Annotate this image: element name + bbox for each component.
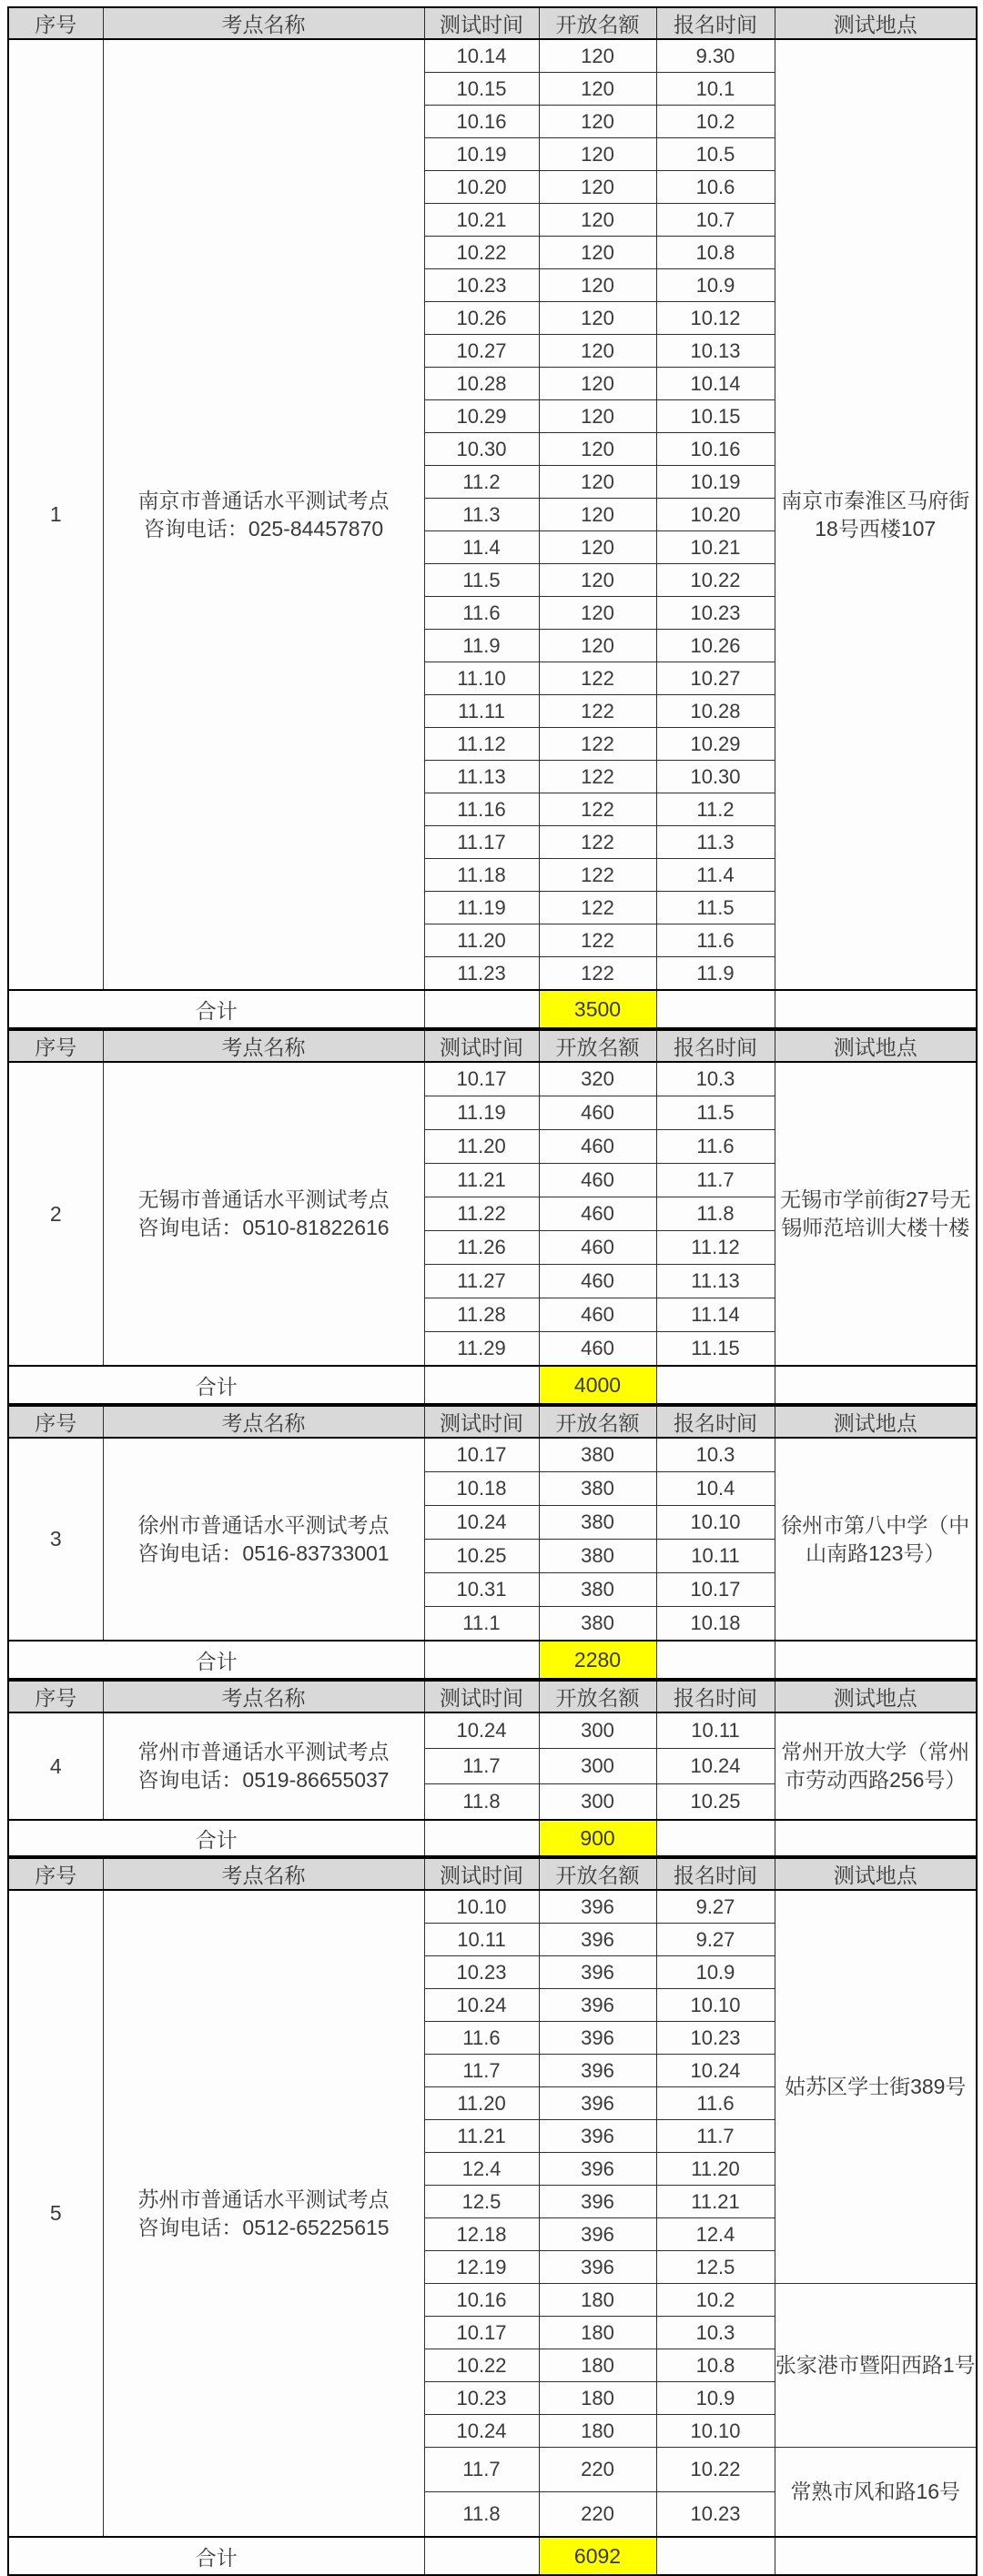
- test-date-cell: 12.4: [424, 2153, 539, 2186]
- test-date-cell: 10.17: [424, 2317, 539, 2349]
- total-row: [8, 1366, 977, 1404]
- registration-date-cell: 10.3: [656, 2317, 775, 2349]
- center-name-line: 徐州市普通话水平测试考点: [137, 1512, 390, 1537]
- registration-date-cell: 10.28: [656, 695, 775, 728]
- quota-cell: 300: [539, 1784, 656, 1821]
- registration-date-cell: 11.12: [656, 1231, 775, 1265]
- registration-date-cell: 10.11: [656, 1540, 775, 1573]
- registration-date-cell: 10.25: [656, 1784, 775, 1821]
- quota-cell: 380: [539, 1506, 656, 1540]
- quota-cell: 396: [539, 1890, 656, 1924]
- registration-date-cell: 10.13: [656, 335, 775, 368]
- column-header-3: 开放名额: [539, 1406, 656, 1438]
- column-header-5: 测试地点: [775, 1858, 977, 1890]
- total-empty-time-cell: [424, 1820, 539, 1856]
- test-date-cell: 11.21: [424, 2120, 539, 2153]
- test-date-cell: 11.20: [424, 1130, 539, 1164]
- test-location-cell: 无锡市学前街27号无锡师范培训大楼十楼: [775, 1062, 977, 1366]
- quota-cell: 122: [539, 924, 656, 957]
- quota-cell: 396: [539, 1924, 656, 1956]
- schedule-row: [8, 1712, 977, 1749]
- test-date-cell: 10.10: [424, 1890, 539, 1924]
- registration-date-cell: 10.2: [656, 106, 775, 138]
- test-location-cell: 徐州市第八中学（中山南路123号）: [775, 1438, 977, 1641]
- registration-date-cell: 10.23: [656, 2022, 775, 2055]
- total-empty-reg-cell: [656, 1641, 775, 1679]
- column-header-1: 考点名称: [103, 1406, 424, 1438]
- test-date-cell: 10.23: [424, 1956, 539, 1989]
- registration-date-cell: 10.23: [656, 2492, 775, 2538]
- total-empty-reg-cell: [656, 1366, 775, 1404]
- test-date-cell: 11.10: [424, 662, 539, 695]
- test-date-cell: 10.14: [424, 39, 539, 73]
- test-date-cell: 10.25: [424, 1540, 539, 1573]
- quota-cell: 120: [539, 433, 656, 466]
- test-center-name: [103, 1890, 424, 2537]
- quota-cell: 122: [539, 892, 656, 924]
- quota-cell: 396: [539, 2087, 656, 2120]
- registration-date-cell: 10.6: [656, 171, 775, 204]
- test-date-cell: 11.23: [424, 957, 539, 991]
- quota-cell: 120: [539, 400, 656, 433]
- test-date-cell: 11.19: [424, 892, 539, 924]
- total-label: 合计: [8, 1820, 424, 1856]
- column-header-0: 序号: [8, 1681, 103, 1712]
- quota-cell: 120: [539, 269, 656, 302]
- quota-cell: 120: [539, 39, 656, 73]
- test-date-cell: 12.5: [424, 2186, 539, 2218]
- section-table-4: [7, 1680, 978, 1857]
- test-date-cell: 11.7: [424, 2055, 539, 2087]
- quota-cell: 120: [539, 204, 656, 237]
- quota-cell: 460: [539, 1332, 656, 1367]
- test-center-name: [103, 1062, 424, 1366]
- quota-cell: 120: [539, 499, 656, 531]
- test-date-cell: 10.17: [424, 1062, 539, 1096]
- total-quota-highlight: 3500: [539, 990, 656, 1028]
- test-center-name: [103, 1712, 424, 1820]
- column-header-3: 开放名额: [539, 1030, 656, 1062]
- total-empty-reg-cell: [656, 990, 775, 1028]
- center-phone-line: 咨询电话：0519-86655037: [137, 1768, 390, 1792]
- center-phone-line: 咨询电话：0516-83733001: [137, 1541, 390, 1565]
- quota-cell: 122: [539, 957, 656, 991]
- registration-date-cell: 11.3: [656, 826, 775, 859]
- column-header-4: 报名时间: [656, 1681, 775, 1712]
- column-header-4: 报名时间: [656, 1858, 775, 1890]
- test-location-cell: 常熟市风和路16号: [775, 2448, 977, 2538]
- total-row: [8, 1641, 977, 1679]
- registration-date-cell: 11.6: [656, 1130, 775, 1164]
- registration-date-cell: 11.13: [656, 1265, 775, 1298]
- quota-cell: 120: [539, 466, 656, 499]
- test-date-cell: 11.20: [424, 2087, 539, 2120]
- test-date-cell: 10.23: [424, 2382, 539, 2415]
- schedule-row: [8, 1062, 977, 1096]
- test-date-cell: 10.24: [424, 1712, 539, 1749]
- registration-date-cell: 10.24: [656, 1749, 775, 1784]
- registration-date-cell: 10.3: [656, 1438, 775, 1472]
- registration-date-cell: 10.27: [656, 662, 775, 695]
- schedule-row: [8, 1890, 977, 1924]
- test-date-cell: 10.30: [424, 433, 539, 466]
- column-header-3: 开放名额: [539, 1681, 656, 1712]
- total-empty-location-cell: [775, 2537, 977, 2575]
- quota-cell: 396: [539, 2055, 656, 2087]
- quota-cell: 120: [539, 106, 656, 138]
- registration-date-cell: 9.27: [656, 1890, 775, 1924]
- test-date-cell: 10.23: [424, 269, 539, 302]
- section-index: 1: [8, 39, 103, 990]
- test-date-cell: 10.27: [424, 335, 539, 368]
- test-date-cell: 10.28: [424, 368, 539, 400]
- registration-date-cell: 9.27: [656, 1924, 775, 1956]
- column-header-5: 测试地点: [775, 7, 977, 39]
- column-header-5: 测试地点: [775, 1681, 977, 1712]
- test-date-cell: 11.7: [424, 1749, 539, 1784]
- registration-date-cell: 11.4: [656, 859, 775, 892]
- quota-cell: 396: [539, 1956, 656, 1989]
- quota-cell: 396: [539, 2251, 656, 2284]
- total-empty-location-cell: [775, 1366, 977, 1404]
- registration-date-cell: 10.10: [656, 1506, 775, 1540]
- section-table-2: [7, 1029, 978, 1405]
- registration-date-cell: 9.30: [656, 39, 775, 73]
- quota-cell: 120: [539, 335, 656, 368]
- quota-cell: 180: [539, 2284, 656, 2317]
- test-location-cell: 姑苏区学士街389号: [775, 1890, 977, 2284]
- test-date-cell: 10.24: [424, 2415, 539, 2448]
- test-date-cell: 11.1: [424, 1607, 539, 1642]
- total-empty-time-cell: [424, 1366, 539, 1404]
- quota-cell: 122: [539, 761, 656, 793]
- registration-date-cell: 10.21: [656, 531, 775, 564]
- test-date-cell: 12.19: [424, 2251, 539, 2284]
- test-date-cell: 10.24: [424, 1989, 539, 2022]
- test-date-cell: 11.22: [424, 1197, 539, 1231]
- test-date-cell: 11.18: [424, 859, 539, 892]
- test-date-cell: 11.6: [424, 597, 539, 630]
- column-header-0: 序号: [8, 7, 103, 39]
- registration-date-cell: 10.16: [656, 433, 775, 466]
- quota-cell: 180: [539, 2317, 656, 2349]
- center-name-line: 苏州市普通话水平测试考点: [137, 2187, 390, 2211]
- test-date-cell: 10.26: [424, 302, 539, 335]
- test-date-cell: 10.18: [424, 1472, 539, 1506]
- registration-date-cell: 10.9: [656, 2382, 775, 2415]
- quota-cell: 380: [539, 1472, 656, 1506]
- center-phone-line: 咨询电话：025-84457870: [143, 516, 384, 540]
- test-date-cell: 10.21: [424, 204, 539, 237]
- test-date-cell: 11.7: [424, 2448, 539, 2492]
- test-date-cell: 11.3: [424, 499, 539, 531]
- test-date-cell: 11.29: [424, 1332, 539, 1367]
- quota-cell: 122: [539, 728, 656, 761]
- schedule-row: [8, 39, 977, 73]
- test-location-cell: 南京市秦淮区马府街18号西楼107: [775, 39, 977, 990]
- test-date-cell: 11.28: [424, 1298, 539, 1332]
- test-date-cell: 11.9: [424, 630, 539, 662]
- registration-date-cell: 10.22: [656, 2448, 775, 2492]
- total-empty-location-cell: [775, 1820, 977, 1856]
- registration-date-cell: 11.6: [656, 2087, 775, 2120]
- registration-date-cell: 11.2: [656, 793, 775, 826]
- center-name-line: 常州市普通话水平测试考点: [137, 1740, 390, 1763]
- registration-date-cell: 11.6: [656, 924, 775, 957]
- total-quota-highlight: 2280: [539, 1641, 656, 1679]
- registration-date-cell: 11.5: [656, 892, 775, 924]
- registration-date-cell: 10.3: [656, 1062, 775, 1096]
- quota-cell: 120: [539, 138, 656, 171]
- test-date-cell: 11.11: [424, 695, 539, 728]
- registration-date-cell: 10.15: [656, 400, 775, 433]
- test-date-cell: 10.15: [424, 73, 539, 106]
- column-header-2: 测试时间: [424, 1030, 539, 1062]
- quota-cell: 220: [539, 2448, 656, 2492]
- test-date-cell: 10.20: [424, 171, 539, 204]
- total-quota-highlight: 4000: [539, 1366, 656, 1404]
- column-header-4: 报名时间: [656, 7, 775, 39]
- total-quota-highlight: 6092: [539, 2537, 656, 2575]
- test-date-cell: 11.5: [424, 564, 539, 597]
- registration-date-cell: 10.2: [656, 2284, 775, 2317]
- registration-date-cell: 10.23: [656, 597, 775, 630]
- center-name-line: 南京市普通话水平测试考点: [137, 488, 390, 512]
- quota-cell: 460: [539, 1265, 656, 1298]
- test-date-cell: 11.8: [424, 2492, 539, 2538]
- quota-cell: 220: [539, 2492, 656, 2538]
- column-header-0: 序号: [8, 1030, 103, 1062]
- registration-date-cell: 10.8: [656, 237, 775, 269]
- quota-cell: 380: [539, 1573, 656, 1607]
- center-name-line: 无锡市普通话水平测试考点: [137, 1187, 390, 1211]
- quota-cell: 180: [539, 2415, 656, 2448]
- test-date-cell: 11.16: [424, 793, 539, 826]
- quota-cell: 122: [539, 826, 656, 859]
- column-header-5: 测试地点: [775, 1030, 977, 1062]
- registration-date-cell: 10.10: [656, 1989, 775, 2022]
- registration-date-cell: 10.14: [656, 368, 775, 400]
- registration-date-cell: 11.9: [656, 957, 775, 991]
- quota-cell: 120: [539, 171, 656, 204]
- registration-date-cell: 10.1: [656, 73, 775, 106]
- test-date-cell: 10.17: [424, 1438, 539, 1472]
- total-label: 合计: [8, 990, 424, 1028]
- test-location-cell: 常州开放大学（常州市劳动西路256号）: [775, 1712, 977, 1820]
- registration-date-cell: 11.15: [656, 1332, 775, 1367]
- registration-date-cell: 10.30: [656, 761, 775, 793]
- quota-cell: 460: [539, 1164, 656, 1197]
- test-date-cell: 11.8: [424, 1784, 539, 1821]
- quota-cell: 120: [539, 73, 656, 106]
- quota-cell: 120: [539, 597, 656, 630]
- registration-date-cell: 10.5: [656, 138, 775, 171]
- quota-cell: 460: [539, 1298, 656, 1332]
- total-row: [8, 1820, 977, 1856]
- quota-cell: 120: [539, 531, 656, 564]
- test-date-cell: 11.2: [424, 466, 539, 499]
- quota-cell: 122: [539, 859, 656, 892]
- quota-cell: 300: [539, 1712, 656, 1749]
- quota-cell: 396: [539, 2022, 656, 2055]
- section-table-5: [7, 1857, 978, 2576]
- test-date-cell: 12.18: [424, 2218, 539, 2251]
- registration-date-cell: 12.5: [656, 2251, 775, 2284]
- column-header-2: 测试时间: [424, 1858, 539, 1890]
- test-date-cell: 10.24: [424, 1506, 539, 1540]
- test-date-cell: 11.6: [424, 2022, 539, 2055]
- total-label: 合计: [8, 1641, 424, 1679]
- registration-date-cell: 11.7: [656, 1164, 775, 1197]
- quota-cell: 120: [539, 630, 656, 662]
- test-date-cell: 10.11: [424, 1924, 539, 1956]
- quota-cell: 122: [539, 662, 656, 695]
- test-center-name: [103, 39, 424, 990]
- test-date-cell: 10.29: [424, 400, 539, 433]
- test-date-cell: 10.16: [424, 2284, 539, 2317]
- test-date-cell: 11.20: [424, 924, 539, 957]
- quota-cell: 120: [539, 302, 656, 335]
- registration-date-cell: 10.11: [656, 1712, 775, 1749]
- test-location-cell: 张家港市暨阳西路1号: [775, 2284, 977, 2448]
- quota-cell: 460: [539, 1197, 656, 1231]
- total-empty-location-cell: [775, 990, 977, 1028]
- registration-date-cell: 11.14: [656, 1298, 775, 1332]
- quota-cell: 460: [539, 1231, 656, 1265]
- column-header-2: 测试时间: [424, 1681, 539, 1712]
- quota-cell: 120: [539, 368, 656, 400]
- registration-date-cell: 12.4: [656, 2218, 775, 2251]
- registration-date-cell: 10.24: [656, 2055, 775, 2087]
- test-date-cell: 10.22: [424, 2349, 539, 2382]
- column-header-4: 报名时间: [656, 1030, 775, 1062]
- registration-date-cell: 10.17: [656, 1573, 775, 1607]
- total-empty-reg-cell: [656, 2537, 775, 2575]
- quota-cell: 460: [539, 1130, 656, 1164]
- column-header-1: 考点名称: [103, 7, 424, 39]
- total-empty-time-cell: [424, 2537, 539, 2575]
- registration-date-cell: 10.18: [656, 1607, 775, 1642]
- section-index: 4: [8, 1712, 103, 1820]
- registration-date-cell: 10.4: [656, 1472, 775, 1506]
- section-table-3: [7, 1405, 978, 1680]
- quota-cell: 396: [539, 2153, 656, 2186]
- quota-cell: 380: [539, 1540, 656, 1573]
- column-header-2: 测试时间: [424, 1406, 539, 1438]
- quota-cell: 120: [539, 237, 656, 269]
- column-header-1: 考点名称: [103, 1858, 424, 1890]
- column-header-1: 考点名称: [103, 1681, 424, 1712]
- section-table-1: [7, 6, 978, 1029]
- test-date-cell: 11.4: [424, 531, 539, 564]
- column-header-2: 测试时间: [424, 7, 539, 39]
- test-date-cell: 11.21: [424, 1164, 539, 1197]
- column-header-0: 序号: [8, 1858, 103, 1890]
- quota-cell: 120: [539, 564, 656, 597]
- registration-date-cell: 10.10: [656, 2415, 775, 2448]
- test-date-cell: 10.22: [424, 237, 539, 269]
- test-date-cell: 11.27: [424, 1265, 539, 1298]
- total-label: 合计: [8, 1366, 424, 1404]
- total-empty-reg-cell: [656, 1820, 775, 1856]
- total-empty-time-cell: [424, 990, 539, 1028]
- quota-cell: 320: [539, 1062, 656, 1096]
- registration-date-cell: 10.9: [656, 1956, 775, 1989]
- registration-date-cell: 10.7: [656, 204, 775, 237]
- section-index: 2: [8, 1062, 103, 1366]
- quota-cell: 180: [539, 2382, 656, 2415]
- registration-date-cell: 10.9: [656, 269, 775, 302]
- quota-cell: 396: [539, 2218, 656, 2251]
- registration-date-cell: 10.29: [656, 728, 775, 761]
- registration-date-cell: 10.19: [656, 466, 775, 499]
- test-date-cell: 11.12: [424, 728, 539, 761]
- registration-date-cell: 10.12: [656, 302, 775, 335]
- test-date-cell: 11.17: [424, 826, 539, 859]
- quota-cell: 122: [539, 793, 656, 826]
- schedule-row: [8, 1438, 977, 1472]
- quota-cell: 396: [539, 1989, 656, 2022]
- center-phone-line: 咨询电话：0512-65225615: [137, 2215, 390, 2239]
- test-date-cell: 11.19: [424, 1096, 539, 1130]
- total-row: [8, 990, 977, 1028]
- test-date-cell: 10.16: [424, 106, 539, 138]
- quota-cell: 180: [539, 2349, 656, 2382]
- total-row: [8, 2537, 977, 2575]
- registration-date-cell: 11.8: [656, 1197, 775, 1231]
- column-header-3: 开放名额: [539, 1858, 656, 1890]
- quota-cell: 122: [539, 695, 656, 728]
- section-index: 5: [8, 1890, 103, 2537]
- test-date-cell: 11.13: [424, 761, 539, 793]
- total-label: 合计: [8, 2537, 424, 2575]
- registration-date-cell: 10.20: [656, 499, 775, 531]
- registration-date-cell: 11.7: [656, 2120, 775, 2153]
- total-empty-time-cell: [424, 1641, 539, 1679]
- registration-date-cell: 10.8: [656, 2349, 775, 2382]
- test-date-cell: 11.26: [424, 1231, 539, 1265]
- test-center-name: [103, 1438, 424, 1641]
- column-header-4: 报名时间: [656, 1406, 775, 1438]
- column-header-5: 测试地点: [775, 1406, 977, 1438]
- total-quota-highlight: 900: [539, 1820, 656, 1856]
- registration-date-cell: 10.22: [656, 564, 775, 597]
- registration-date-cell: 11.5: [656, 1096, 775, 1130]
- quota-cell: 380: [539, 1438, 656, 1472]
- column-header-3: 开放名额: [539, 7, 656, 39]
- test-date-cell: 10.31: [424, 1573, 539, 1607]
- test-date-cell: 10.19: [424, 138, 539, 171]
- quota-cell: 396: [539, 2120, 656, 2153]
- quota-cell: 380: [539, 1607, 656, 1642]
- quota-cell: 460: [539, 1096, 656, 1130]
- section-index: 3: [8, 1438, 103, 1641]
- center-phone-line: 咨询电话：0510-81822616: [137, 1216, 390, 1239]
- total-empty-location-cell: [775, 1641, 977, 1679]
- column-header-1: 考点名称: [103, 1030, 424, 1062]
- registration-date-cell: 11.21: [656, 2186, 775, 2218]
- quota-cell: 396: [539, 2186, 656, 2218]
- column-header-0: 序号: [8, 1406, 103, 1438]
- quota-cell: 300: [539, 1749, 656, 1784]
- registration-date-cell: 11.20: [656, 2153, 775, 2186]
- registration-date-cell: 10.26: [656, 630, 775, 662]
